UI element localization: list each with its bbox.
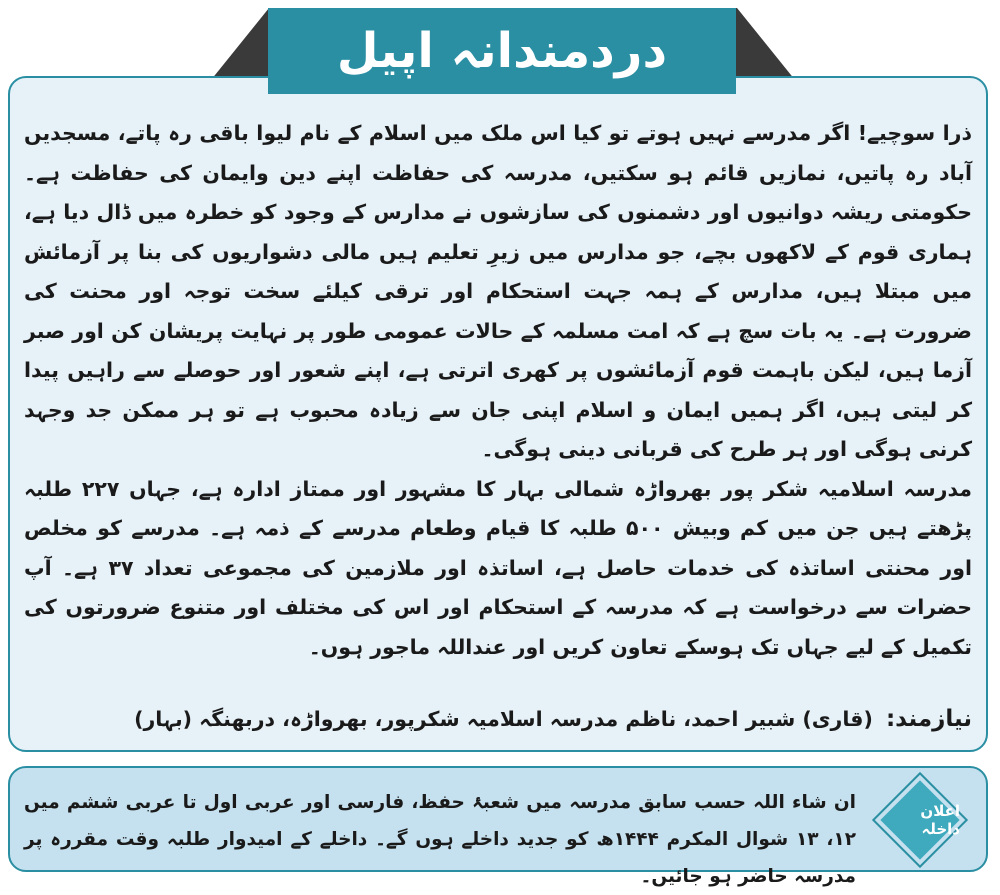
admission-notice-panel <box>8 766 988 887</box>
admission-badge-label: اعلان داخلہ <box>920 802 960 838</box>
appeal-paragraph-2: مدرسہ اسلامیہ شکر پور بھرواڑہ شمالی بہار کا مشہور اور ممتاز ادارہ ہے، جہاں ۲۲۷ طلبہ پڑھتے ہیں جن میں کم وبیش ۵۰۰ طلبہ کا قیام وطعام مدرسے کے ذمہ ہے۔ مدرسے کو مخلص اور محنتی اساتذہ کی خدمات حاصل ہے، اساتذہ اور ملازمین کی مجموعی تعداد ۳۷ ہے۔ آپ حضرات سے درخواست ہے کہ مدرسہ کے استحکام اور اس کی مختلف اور متنوع ضرورتوں کی تکمیل کے لیے جہاں تک ہوسکے تعاون کریں اور عنداللہ ماجور ہوں۔ <box>24 476 972 659</box>
admission-notice-body <box>24 784 856 895</box>
appeal-body <box>24 114 972 667</box>
page-title: دردمندانہ اپیل <box>336 23 668 79</box>
appeal-panel <box>8 76 988 752</box>
admission-badge <box>880 780 960 860</box>
admission-notice-text: ان شاء اللہ حسب سابق مدرسہ میں شعبۂ حفظ، فارسی اور عربی اول تا عربی ششم میں ۱۲، ۱۳ شوال المکرم ۱۴۴۴ھ کو جدید داخلے ہوں گے۔ داخلے کے امیدوار طلبہ وقت مقررہ پر مدرسہ حاضر ہو جائیں۔ <box>24 792 857 887</box>
appeal-paragraph-1: ذرا سوچیے! اگر مدرسے نہیں ہوتے تو کیا اس ملک میں اسلام کے نام لیوا باقی رہ پاتے، مسجدیں آباد رہ پاتیں، نمازیں قائم ہو سکتیں، مدرسہ کی حفاظت اپنے دین وایمان کی حفاظت ہے۔ حکومتی ریشہ دوانیوں اور دشمنوں کی سازشوں نے مدارس کے وجود کو خطرہ میں ڈال دیا ہے، ہماری قوم کے لاکھوں بچے، جو مدارس میں زیرِ تعلیم ہیں مالی دشواریوں کی بنا پر آزمائش میں مبتلا ہیں، مدارس کے ہمہ جہت استحکام اور ترقی کیلئے سخت توجہ اور محنت کی ضرورت ہے۔ یہ بات سچ ہے کہ امت مسلمہ کے حالات عمومی طور پر نہایت پریشان کن اور صبر آزما ہیں، لیکن باہمت قوم آزمائشوں پر کھری اترتی ہے، اپنے شعور اور حوصلے سے راہیں پیدا کر لیتی ہیں، اگر ہمیں ایمان و اسلام اپنی جان سے زیادہ محبوب ہے تو ہر ممکن جد وجہد کرنی ہوگی اور ہر طرح کی قربانی دینی ہوگی۔ <box>24 121 972 461</box>
signature-text: (قاری) شبیر احمد، ناظم مدرسہ اسلامیہ شکرپور، بھرواڑہ، دربھنگہ (بہار) <box>134 707 873 731</box>
signature-label: نیازمند: <box>885 706 972 732</box>
signature-line <box>24 702 972 736</box>
title-banner <box>268 8 736 94</box>
